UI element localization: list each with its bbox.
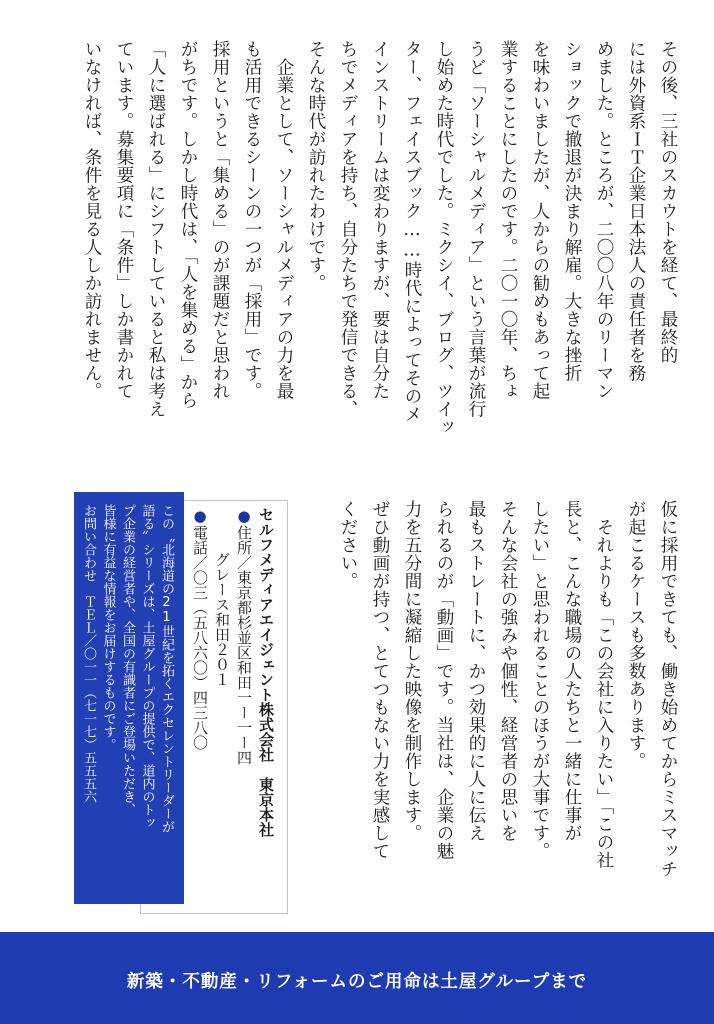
company-name: セルフメディアエイジェント株式会社 東京本社	[257, 507, 275, 837]
address-label: 住所／	[235, 525, 253, 570]
footer-banner-text: 新築・不動産・リフォームのご用命は土屋グループまで	[126, 972, 588, 992]
address-bullet: ●	[235, 507, 253, 525]
phone-bullet: ●	[191, 507, 209, 525]
company-info-text	[189, 507, 277, 907]
article-lower-body: 仮に採用できても、働き始めてからミスマッチ が起こるケースも多数あります。 それよりも「この会社に入りたい」「この社 長と、こんな職場の人たちと一緒に仕事が したい」と思われることのほうが大事です。 そんな会社の強みや個性、経営者の思いを 最もストレートに、かつ効果的に人に伝え られるのが「動画」です。当社は、企業の魅 力を五分間に凝縮した映像を制作します。 ぜひ動画が持つ、とてつもない力を実感して ください。	[338, 500, 678, 878]
phone-number: 〇三（五八六〇）四三八〇	[191, 570, 209, 750]
address-line2: グレース和田２０１	[213, 552, 231, 687]
series-notice-text: この〝北海道の21世紀を拓くエクセレントリーダーが 語る〟シリーズは、土屋グループの提供で、道内のトッ プ企業の経営者や、全国の有識者にご登場いただき、 皆様に有益な情報をお届けするものです。 お問い合わせ ＴＥＬ／〇一一（七一七）五五五六	[81, 504, 174, 833]
series-notice-box	[74, 492, 184, 904]
address-line1: 東京都杉並区和田一ー一ー四	[235, 570, 253, 765]
phone-label: 電話／	[191, 525, 209, 570]
footer-banner	[0, 932, 714, 1024]
article-upper-body: その後、三社のスカウトを経て、最終的 には外資系ＩＴ企業日本法人の責任者を務 めました。ところが、二〇〇八年のリーマン ショックで撤退が決まり解雇。大きな挫折 を味わいましたが、人からの勧めもあって起 業することにしたのです。二〇一〇年、ちょ うど「ソーシャルメディア」という言葉が流行 し始めた時代でした。ミクシイ、ブログ、ツイッ ター、フェイスブック……時代によってそのメ インストリームは変わりますが、要は自分た ちでメディアを持ち、自分たちで発信できる、 そんな時代が訪れたわけです。 企業として、ソーシャルメディアの力を最 も活用できるシーンの一つが「採用」です。 採用というと「集める」のが課題だと思われ がちです。しかし時代は、「人を集める」から 「人に選ばれる」にシフトしていると私は考え ています。募集要項に「条件」しか書かれて いなければ、条件を見る人しか訪れません。	[82, 40, 678, 436]
